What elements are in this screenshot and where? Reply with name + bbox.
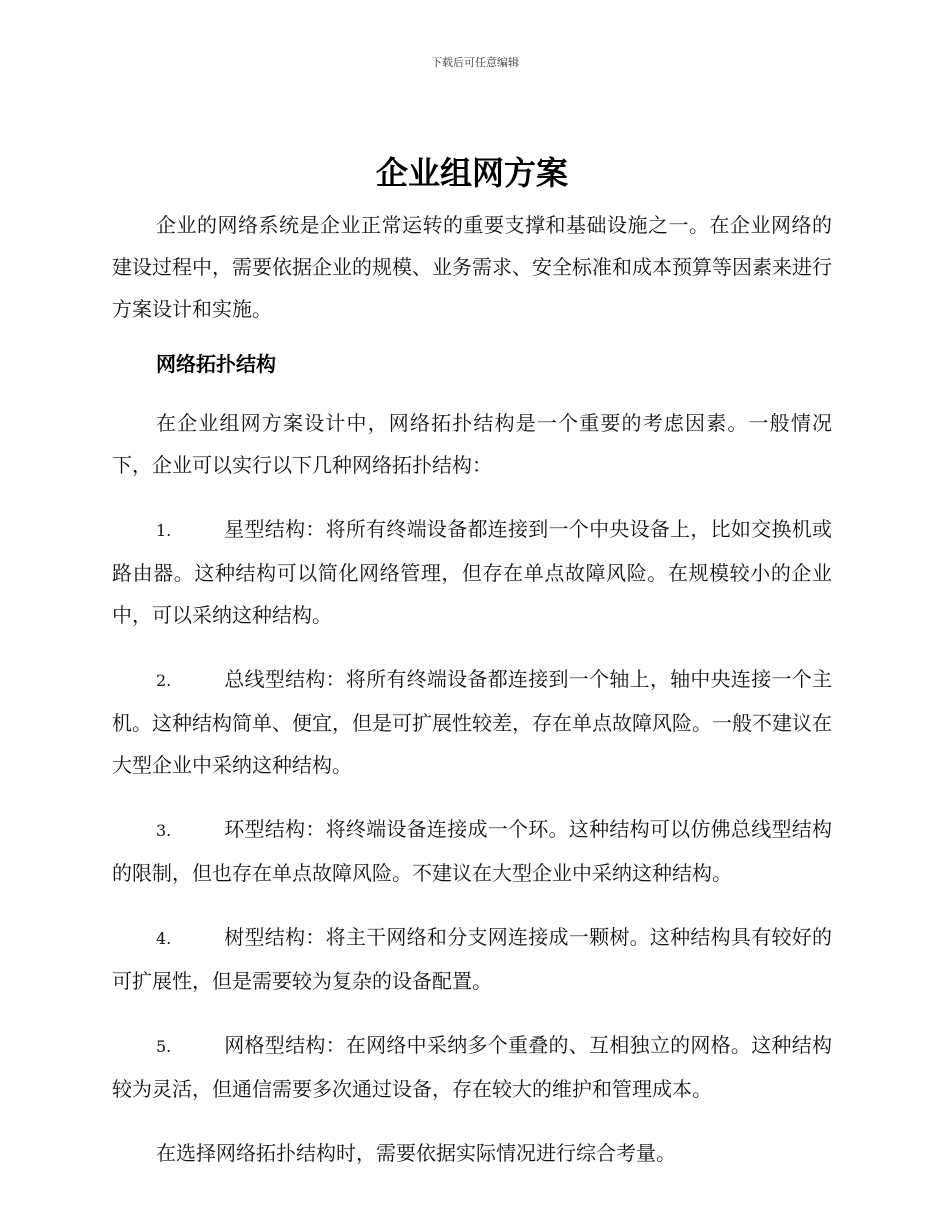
header-note: 下载后可任意编辑 [431, 56, 519, 69]
list-item [112, 808, 832, 894]
list-item-text: 环型结构：将终端设备连接成一个环。这种结构可以仿佛总线型结构的限制，但也存在单点故障风险。不建议在大型企业中采纳这种结构。 [112, 817, 832, 885]
list-item [112, 508, 832, 636]
list-item-text: 总线型结构：将所有终端设备都连接到一个轴上，轴中央连接一个主机。这种结构简单、便宜，但是可扩展性较差，存在单点故障风险。一般不建议在大型企业中采纳这种结构。 [112, 667, 832, 777]
list-item-text: 星型结构：将所有终端设备都连接到一个中央设备上，比如交换机或路由器。这种结构可以简化网络管理，但存在单点故障风险。在规模较小的企业中，可以采纳这种结构。 [112, 517, 832, 627]
list-item-text: 树型结构：将主干网络和分支网连接成一颗树。这种结构具有较好的可扩展性，但是需要较为复杂的设备配置。 [112, 925, 832, 993]
intro-paragraph: 企业的网络系统是企业正常运转的重要支撑和基础设施之一。在企业网络的建设过程中，需要依据企业的规模、业务需求、安全标准和成本预算等因素来进行方案设计和实施。 [112, 213, 832, 321]
list-item-number: 2. [156, 671, 172, 690]
section-lead-paragraph: 在企业组网方案设计中，网络拓扑结构是一个重要的考虑因素。一般情况下，企业可以实行以下几种网络拓扑结构： [112, 411, 832, 477]
list-item-number: 3. [156, 821, 172, 840]
list-item-number: 4. [156, 929, 172, 948]
document-body [112, 150, 832, 1174]
list-item [112, 658, 832, 786]
document-title: 企业组网方案 [375, 154, 568, 192]
section-heading: 网络拓扑结构 [156, 352, 276, 376]
list-item [112, 916, 832, 1002]
list-item-number: 1. [156, 521, 172, 540]
list-item-text: 网格型结构：在网络中采纳多个重叠的、互相独立的网格。这种结构较为灵活，但通信需要多次通过设备，存在较大的维护和管理成本。 [112, 1033, 832, 1101]
closing-paragraph: 在选择网络拓扑结构时，需要依据实际情况进行综合考量。 [156, 1141, 676, 1165]
list-item [112, 1024, 832, 1110]
list-item-number: 5. [156, 1037, 172, 1056]
